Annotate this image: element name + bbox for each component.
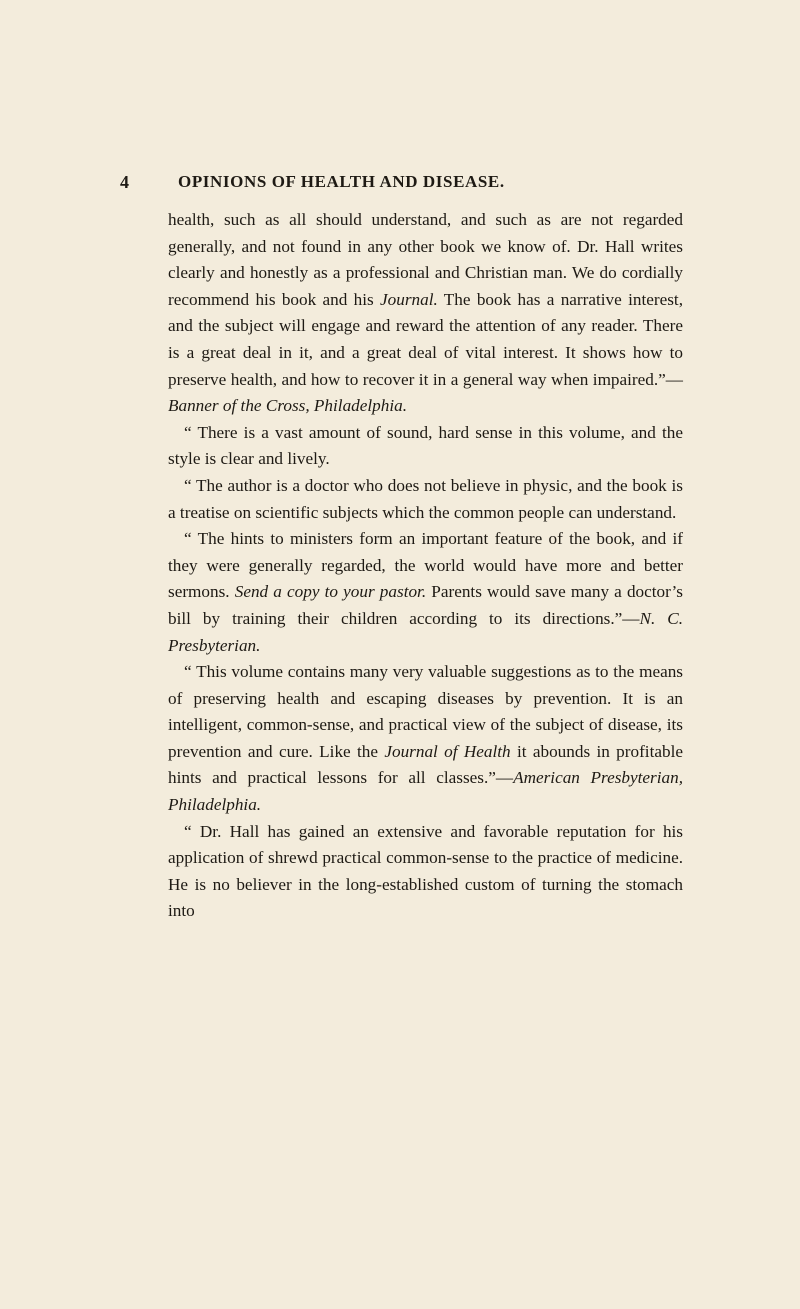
- quote-source: N. C. Presbyterian.: [168, 608, 683, 655]
- paragraph-text: “ The author is a doctor who does not believe in physic, and the book is a treatise on scientific subjects which the common people can understand.: [168, 475, 683, 522]
- paragraph-2: [168, 420, 683, 473]
- paragraph-text: “ Dr. Hall has gained an extensive and favorable reputation for his application of shrewd practical common-sense to the practice of medicine. He is no believer in the long-established custom of turning the stomach into: [168, 821, 683, 921]
- paragraph-3: [168, 473, 683, 526]
- paragraph-1: [168, 207, 683, 420]
- paragraph-text: “ The hints to ministers form an important feature of the book, and if they were generally regarded, the world would have more and better sermons.: [168, 529, 683, 602]
- page-number: 4: [120, 172, 129, 192]
- running-head: OPINIONS OF HEALTH AND DISEASE.: [178, 172, 505, 191]
- journal-title: Journal.: [380, 289, 438, 309]
- paragraph-text: it abounds in profitable hints and practical lessons for all classes.”—: [168, 741, 683, 788]
- journal-title: Journal of Health: [384, 741, 511, 761]
- paragraph-text: The book has a narrative interest, and the subject will engage and reward the attention of any reader. There is a great deal in it, and a great deal of vital interest. It shows how to preserve health, and how to recover it in a general way when impaired.”—: [168, 289, 683, 389]
- page-header: [120, 172, 680, 194]
- paragraph-5: [168, 659, 683, 819]
- paragraph-text: “ This volume contains many very valuable suggestions as to the means of preserving health and escaping diseases by prevention. It is an intelligent, common-sense, and practical view of the subject of disease, its prevention and cure. Like the: [168, 662, 683, 761]
- paragraph-4: [168, 526, 683, 659]
- paragraph-6: [168, 819, 683, 925]
- paragraph-text: “ There is a vast amount of sound, hard sense in this volume, and the style is clear and lively.: [168, 422, 683, 469]
- paragraph-text: health, such as all should understand, and such as are not regarded generally, and not found in any other book we know of. Dr. Hall writes clearly and honestly as a professional and Christian man. We do cordially recommend his book and his: [168, 210, 683, 309]
- paragraph-text: Parents would save many a doctor’s bill by training their children according to its directions.”—: [168, 582, 683, 628]
- quote-source: American Presbyterian, Philadelphia.: [168, 768, 683, 815]
- body-text: [168, 207, 683, 925]
- quote-source: Banner of the Cross, Philadelphia.: [168, 396, 408, 416]
- emphasis-text: Send a copy to your pastor.: [234, 582, 427, 602]
